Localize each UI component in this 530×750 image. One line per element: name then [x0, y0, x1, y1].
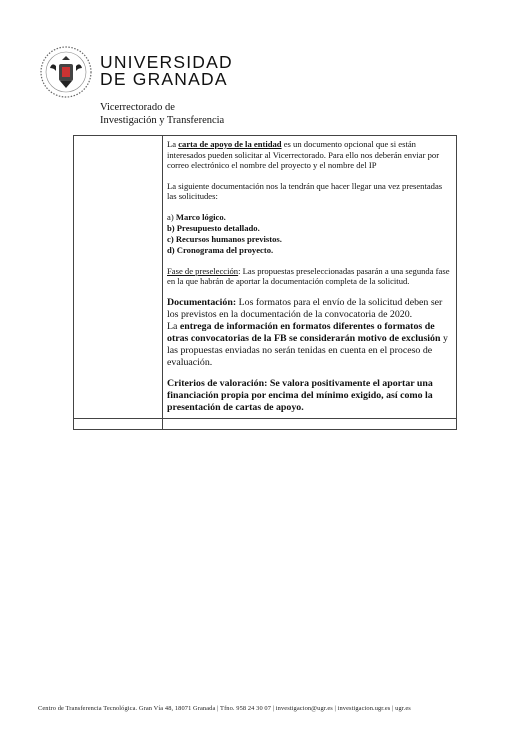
footer-contact-line: Centro de Transferencia Tecnológica. Gran Vía 48, 18071 Granada | Tfno. 958 24 30 07 | investigacion@ugr.es | investigacion.ugr.es | ugr.es [38, 705, 411, 712]
list-marker: c) [167, 233, 176, 244]
table-cell-empty [74, 136, 163, 419]
university-name [100, 54, 233, 88]
text-fragment: y las propuestas enviadas no serán tenidas en cuenta en el proceso de evaluación. [167, 332, 448, 368]
vice-rectorate-line2: Investigación y Transferencia [100, 114, 225, 126]
list-item-text: Presupuesto detallado. [176, 222, 260, 233]
documentation-label: Documentación: [167, 296, 237, 308]
preselection-paragraph [167, 266, 452, 287]
evaluation-criteria-paragraph [167, 378, 452, 414]
list-item [167, 234, 452, 245]
text-fragment: La [167, 139, 179, 149]
table-cell-empty [163, 418, 457, 429]
list-item-text: Recursos humanos previstos. [175, 233, 282, 244]
preselection-label: Fase de preselección [167, 265, 239, 276]
vice-rectorate-line1: Vicerrectorado de [100, 102, 175, 113]
list-item-text: Marco lógico. [175, 211, 226, 222]
support-letter-term: carta de apoyo de la entidad [178, 139, 282, 149]
university-coat-of-arms-logo [38, 44, 94, 100]
text-fragment: Los formatos para el envío de la solicitud deben ser los previstos en la documentación de la convocatoria de 2020. [167, 296, 443, 320]
list-item [167, 212, 452, 223]
list-marker: a) [167, 211, 176, 222]
evaluation-criteria-text: Criterios de valoración: Se valora positivamente el aportar una financiación propia por encima del mínimo exigido, así como la presentación de cartas de apoyo. [167, 377, 433, 413]
exclusion-paragraph [167, 321, 452, 369]
content-table [73, 135, 457, 430]
list-item-text: Cronograma del proyecto. [176, 244, 274, 255]
list-item [167, 245, 452, 256]
list-marker: b) [167, 222, 177, 233]
text-fragment: es un documento opcional que si están interesados pueden solicitar al Vicerrectorado. Para ello nos deberán enviar por correo electrónico el nombre del proyecto y el nombre del IP [167, 139, 440, 170]
table-row [74, 136, 457, 419]
text-fragment: : Las propuestas preseleccionadas pasarán a una segunda fase en la que habrán de aportar la documentación completa de la solicitud. [167, 265, 450, 286]
table-row [74, 418, 457, 429]
text-fragment: La [167, 320, 180, 332]
list-item [167, 223, 452, 234]
documentation-intro-paragraph: La siguiente documentación nos la tendrán que hacer llegar una vez presentadas las solicitudes: [167, 180, 443, 201]
list-marker: d) [167, 244, 177, 255]
documentation-list [167, 212, 452, 256]
exclusion-emphasis: entrega de información en formatos diferentes o formatos de otras convocatorias de la FB se considerarán motivo de exclusión [167, 320, 441, 344]
table-cell-empty [74, 418, 163, 429]
university-name-line1: UNIVERSIDAD [100, 52, 233, 72]
vice-rectorate-name [100, 102, 224, 127]
support-letter-paragraph [167, 139, 452, 171]
table-cell-content [163, 136, 457, 419]
university-name-line2: DE GRANADA [100, 69, 228, 89]
documentation-paragraph [167, 297, 452, 321]
